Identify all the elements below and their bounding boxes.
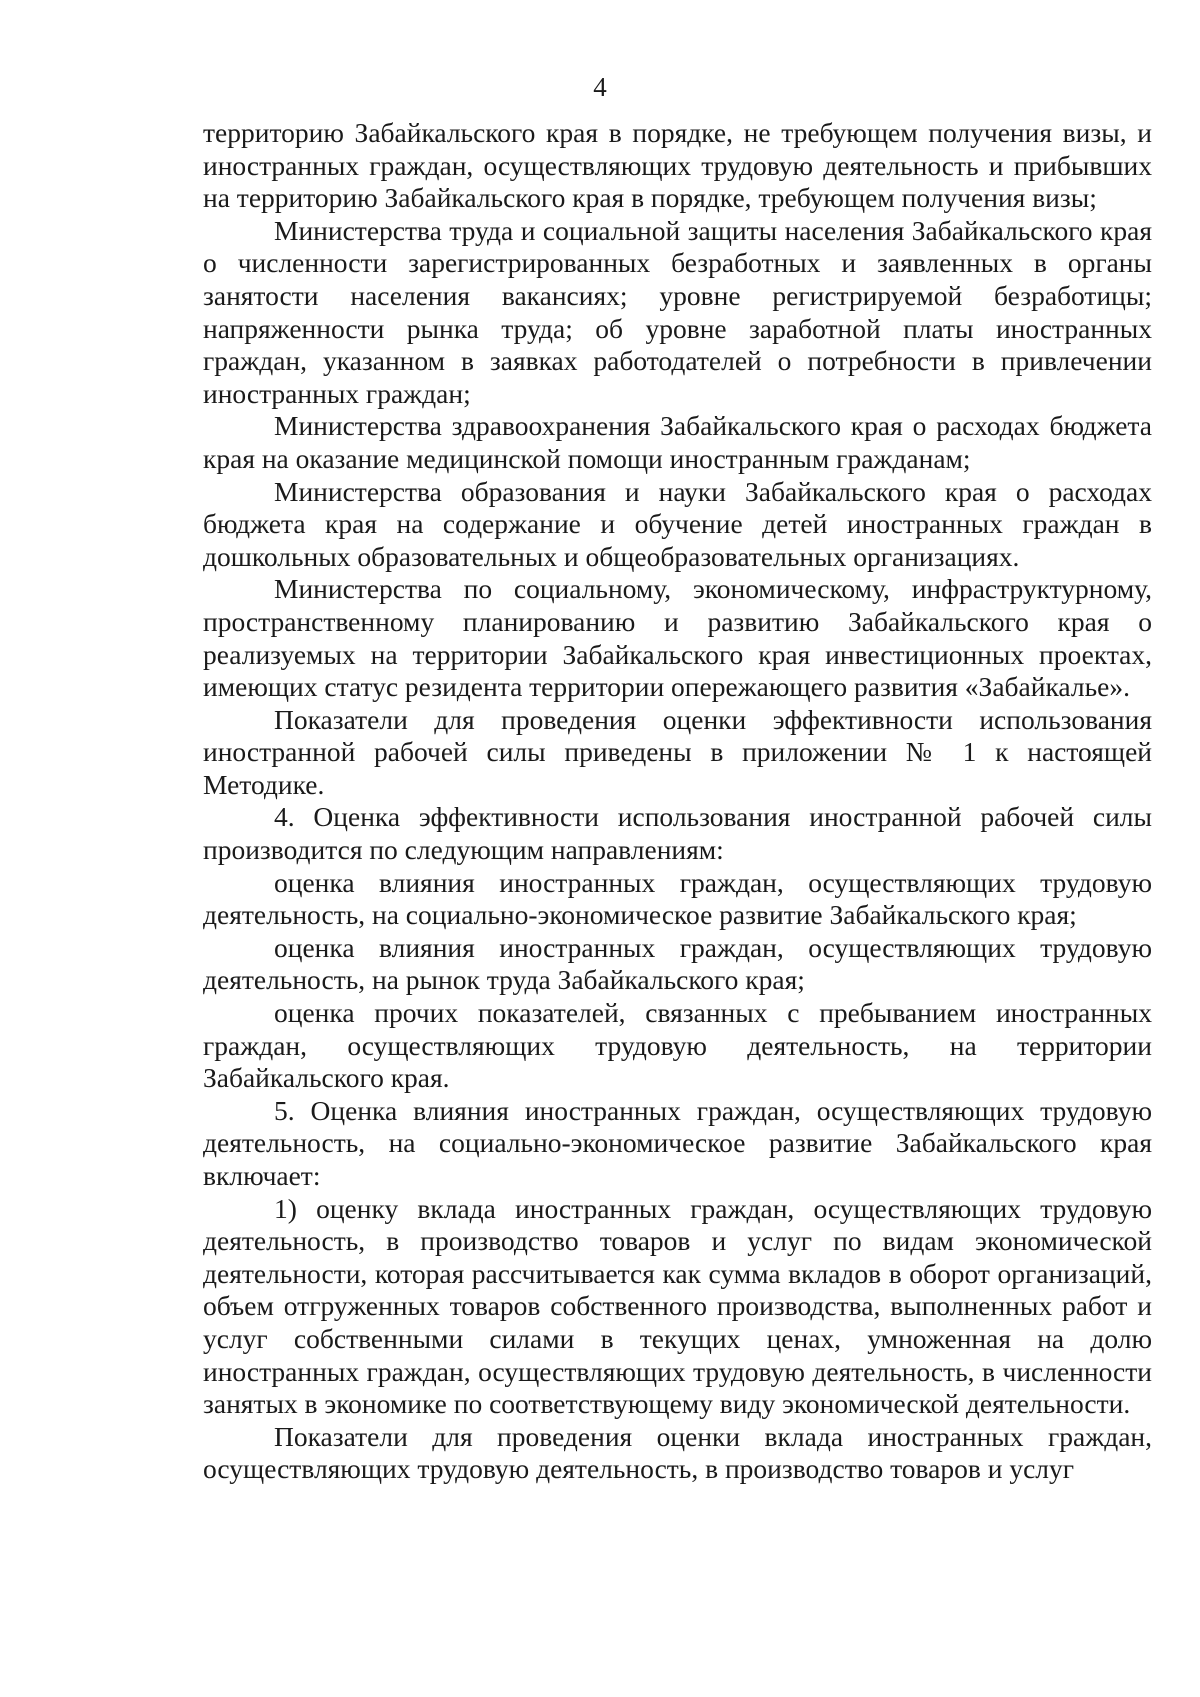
paragraph-ministry-education: Министерства образования и науки Забайкальского края о расходах бюджета края на содержание и обучение детей иностранных граждан в дошкольных образовательных и общеобразовательных организациях. xyxy=(203,475,1152,572)
paragraph-continuation: территорию Забайкальского края в порядке, не требующем получения визы, и иностранных граждан, осуществляющих трудовую деятельность и прибывших на территорию Забайкальского края в порядке, требующем получения визы; xyxy=(203,117,1152,214)
document-body xyxy=(203,117,1152,1486)
paragraph-indicators-appendix: Показатели для проведения оценки эффективности использования иностранной рабочей силы приведены в приложении № 1 к настоящей Методике. xyxy=(203,703,1152,800)
paragraph-direction-socioeconomic: оценка влияния иностранных граждан, осуществляющих трудовую деятельность, на социально-экономическое развитие Забайкальского края; xyxy=(203,866,1152,931)
paragraph-section-5: 5. Оценка влияния иностранных граждан, осуществляющих трудовую деятельность, на социально-экономическое развитие Забайкальского края включает: xyxy=(203,1094,1152,1191)
paragraph-ministry-health: Министерства здравоохранения Забайкальского края о расходах бюджета края на оказание медицинской помощи иностранным гражданам; xyxy=(203,410,1152,474)
paragraph-item-1: 1) оценку вклада иностранных граждан, осуществляющих трудовую деятельность, в производство товаров и услуг по видам экономической деятельности, которая рассчитывается как сумма вкладов в оборот организаций, объем отгруженных товаров собственного производства, выполненных работ и услуг собственными силами в текущих ценах, умноженная на долю иностранных граждан, осуществляющих трудовую деятельность, в численности занятых в экономике по соответствующему виду экономической деятельности. xyxy=(203,1192,1152,1420)
paragraph-direction-other: оценка прочих показателей, связанных с пребыванием иностранных граждан, осуществляющих трудовую деятельность, на территории Забайкальского края. xyxy=(203,997,1152,1094)
page-number: 4 xyxy=(593,72,607,102)
paragraph-indicators-contribution: Показатели для проведения оценки вклада иностранных граждан, осуществляющих трудовую деятельность, в производство товаров и услуг xyxy=(203,1420,1152,1485)
paragraph-ministry-planning: Министерства по социальному, экономическому, инфраструктурному, пространственному планированию и развитию Забайкальского края о реализуемых на территории Забайкальского края инвестиционных проектах, имеющих статус резидента территории опережающего развития «Забайкалье». xyxy=(203,573,1152,703)
paragraph-section-4: 4. Оценка эффективности использования иностранной рабочей силы производится по следующим направлениям: xyxy=(203,801,1152,866)
paragraph-ministry-labor: Министерства труда и социальной защиты населения Забайкальского края о численности зарегистрированных безработных и заявленных в органы занятости населения вакансиях; уровне регистрируемой безработицы; напряженности рынка труда; об уровне заработной платы иностранных граждан, указанном в заявках работодателей о потребности в привлечении иностранных граждан; xyxy=(203,214,1152,409)
paragraph-direction-labor-market: оценка влияния иностранных граждан, осуществляющих трудовую деятельность, на рынок труда Забайкальского края; xyxy=(203,931,1152,996)
